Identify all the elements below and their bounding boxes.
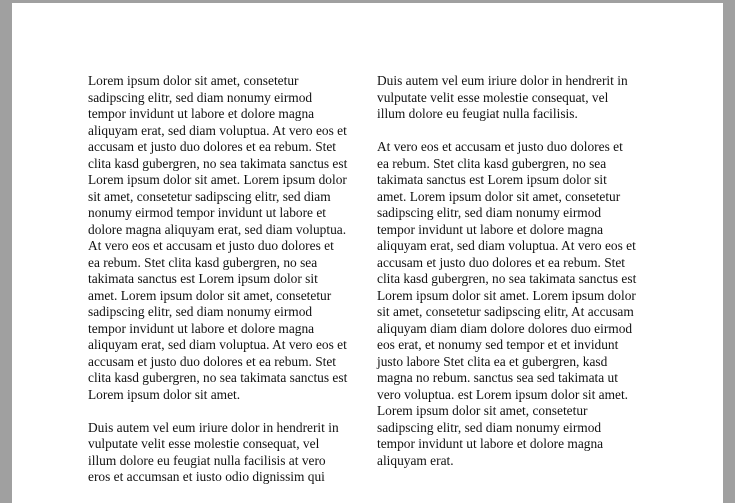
paragraph: Lorem ipsum dolor sit amet, consetetur sadipscing elitr, sed diam nonumy eirmod tempor invidunt ut labore et dolore magna aliquyam erat, sed diam voluptua. At vero eos et accusam et justo duo dolores et ea rebum. Stet clita kasd gubergren, no sea takimata sanctus est Lorem ipsum dolor sit amet. Lorem ipsum dolor sit amet, consetetur sadipscing elitr, sed diam nonumy eirmod tempor invidunt ut labore et dolore magna aliquyam erat, sed diam voluptua. At vero eos et accusam et justo duo dolores et ea rebum. Stet clita kasd gubergren, no sea takimata sanctus est Lorem ipsum dolor sit amet. Lorem ipsum dolor sit amet, consetetur sadipscing elitr, sed diam nonumy eirmod tempor invidunt ut labore et dolore magna aliquyam erat, sed diam voluptua. At vero eos et accusam et justo duo dolores et ea rebum. Stet clita kasd gubergren, no sea takimata sanctus est Lorem ipsum dolor sit amet. [88, 73, 348, 402]
paragraph: Duis autem vel eum iriure dolor in hendrerit in vulputate velit esse molestie consequat, vel illum dolore eu feugiat nulla facilisis at vero eros et accumsan et iusto odio dignissim qui [88, 419, 339, 484]
left-column [88, 73, 380, 502]
document-page [12, 3, 723, 503]
paragraph: At vero eos et accusam et justo duo dolores et ea rebum. Stet clita kasd gubergren, no sea takimata sanctus est Lorem ipsum dolor sit amet. Lorem ipsum dolor sit amet, consetetur sadipscing elitr, sed diam nonumy eirmod tempor invidunt ut labore et dolore magna aliquyam erat, sed diam voluptua. At vero eos et accusam et justo duo dolores et ea rebum. Stet clita kasd gubergren, no sea takimata sanctus est Lorem ipsum dolor sit amet. Lorem ipsum dolor sit amet, consetetur sadipscing elitr, At accusam aliquyam diam diam dolore dolores duo eirmod eos erat, et nonumy sed tempor et et invidunt justo labore Stet clita ea et gubergren, kasd magna no rebum. sanctus sea sed takimata ut vero voluptua. est Lorem ipsum dolor sit amet. Lorem ipsum dolor sit amet, consetetur sadipscing elitr, sed diam nonumy eirmod tempor invidunt ut labore et dolore magna aliquyam erat. [377, 139, 637, 468]
paragraph: Duis autem vel eum iriure dolor in hendrerit in vulputate velit esse molestie consequat, vel illum dolore eu feugiat nulla facilisis. [377, 73, 628, 121]
right-column [377, 73, 669, 486]
